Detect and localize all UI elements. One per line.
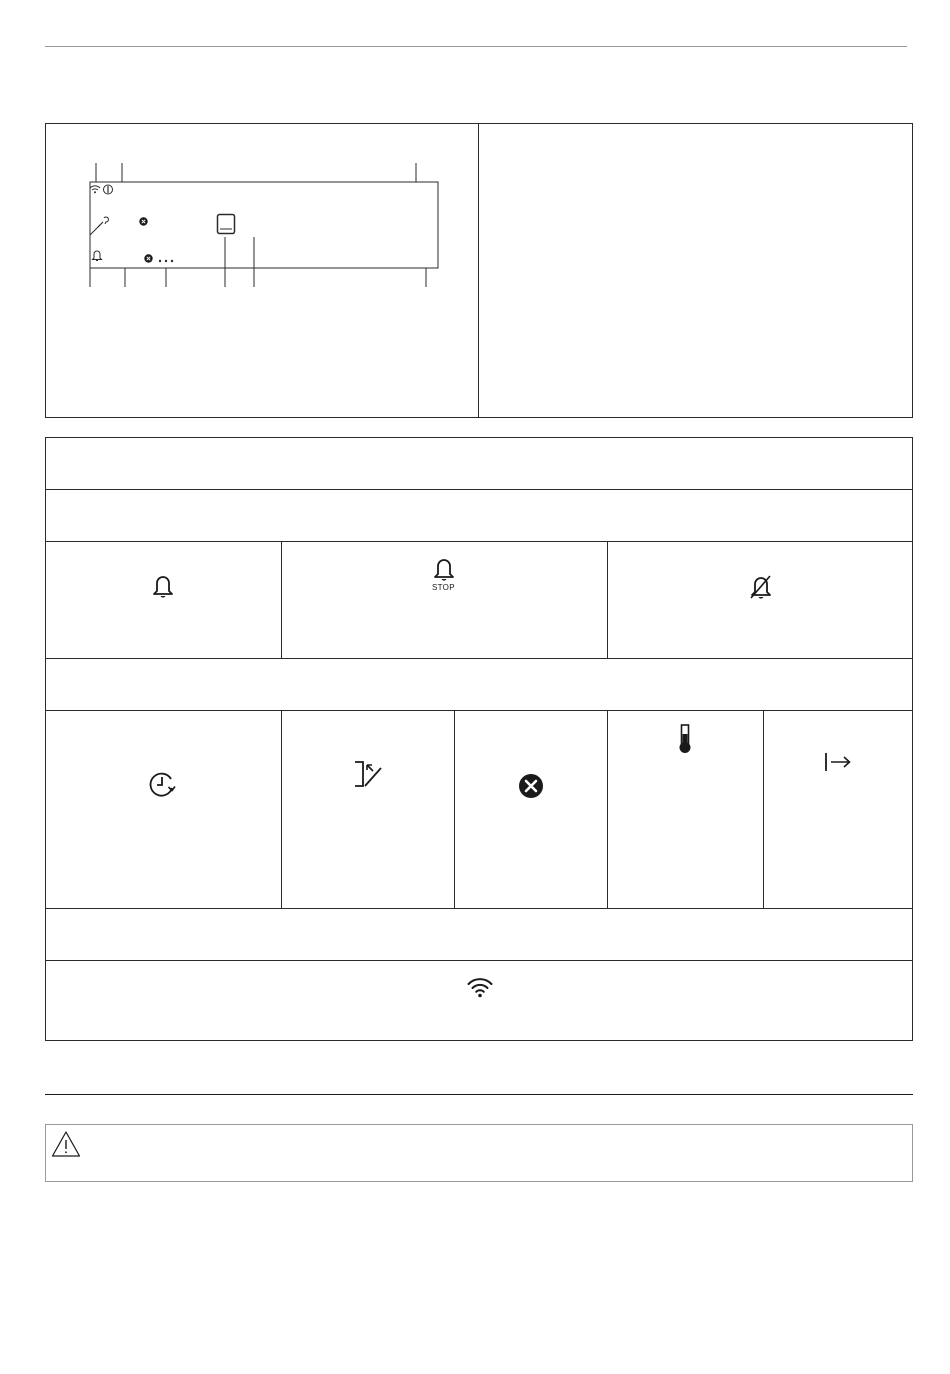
row-divider <box>45 489 913 490</box>
col-divider <box>454 710 455 908</box>
probe-icon <box>96 215 110 229</box>
cancel-icon <box>518 773 544 799</box>
row-divider <box>45 908 913 909</box>
thermometer-icon <box>677 724 693 754</box>
row-divider <box>45 541 913 542</box>
arrow-right-bar-icon <box>824 752 852 772</box>
door-icon <box>353 760 385 788</box>
col-divider <box>607 710 608 908</box>
row-divider <box>45 710 913 711</box>
timer-icon <box>149 771 177 797</box>
dots-icon <box>158 259 176 263</box>
section-rule <box>45 1094 913 1095</box>
col-divider <box>763 710 764 908</box>
col-divider <box>607 541 608 658</box>
display-diagram-divider <box>478 123 479 418</box>
col-divider <box>281 541 282 658</box>
warning-triangle-icon <box>51 1130 81 1158</box>
wifi-icon <box>467 976 493 998</box>
wifi-icon <box>89 184 101 194</box>
bell-stop-icon <box>428 556 462 594</box>
oven-lamp-icon <box>216 213 236 235</box>
lock-icon <box>102 184 114 195</box>
warning-box <box>45 1124 913 1182</box>
bell-icon <box>151 573 175 599</box>
cancel-icon <box>144 254 153 263</box>
cancel-icon <box>139 217 148 226</box>
icon-table <box>45 437 913 1041</box>
header-rule <box>45 46 907 47</box>
bell-stop-label: STOP <box>432 583 455 592</box>
row-divider <box>45 960 913 961</box>
row-divider <box>45 658 913 659</box>
bell-icon <box>91 249 103 262</box>
display-diagram <box>70 155 460 290</box>
col-divider <box>281 710 282 908</box>
bell-mute-icon <box>748 573 774 601</box>
